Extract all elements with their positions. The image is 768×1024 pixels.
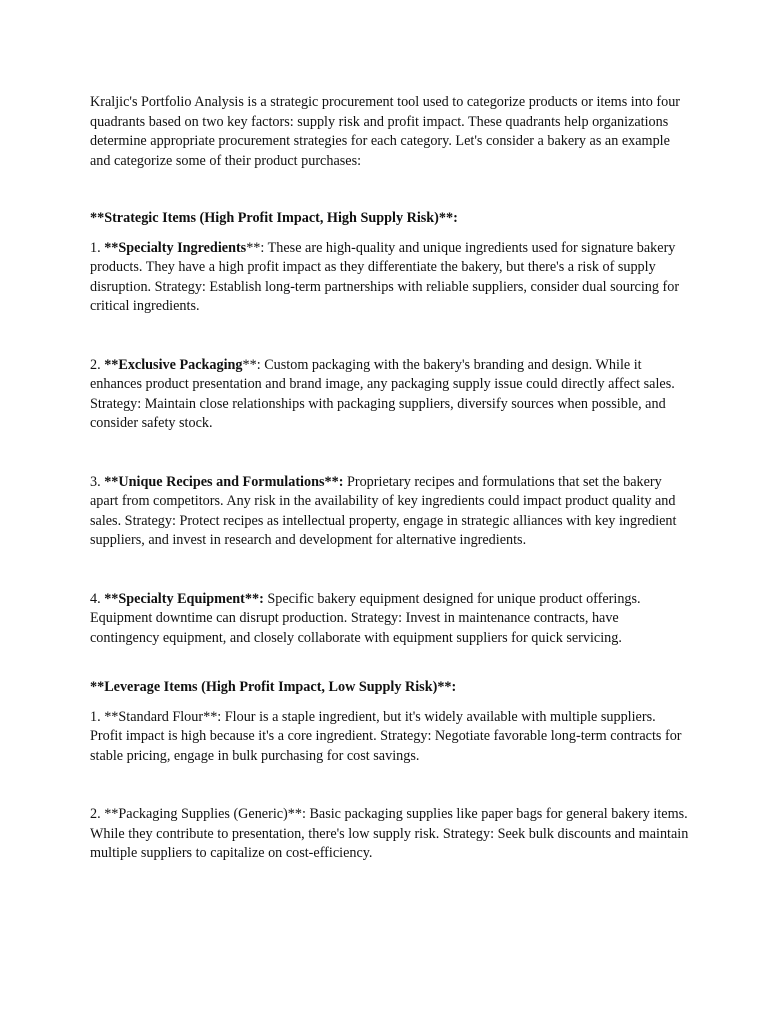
item-number: 2. — [90, 356, 105, 373]
item-number: 4. — [90, 590, 105, 607]
item-title: **Unique Recipes and Formulations**: — [104, 473, 344, 490]
strategic-item-1 — [90, 239, 690, 317]
strategic-item-4 — [90, 590, 690, 649]
item-text: Proprietary recipes and formulations that set the bakery apart from competitors. Any risk in the availability of key ingredients could impact product quality and sales. Strategy: Protect recipes as intellectual property, engage in strategic alliances with key ingredient suppliers, and invest in research and development for alternative ingredients. — [90, 473, 677, 548]
leverage-item-2: 2. **Packaging Supplies (Generic)**: Basic packaging supplies like paper bags for general bakery items. While they contribute to presentation, there's low supply risk. Strategy: Seek bulk discounts and maintain multiple suppliers to capitalize on cost-efficiency. — [90, 806, 689, 861]
item-text: Specific bakery equipment designed for unique product offerings. Equipment downtime can disrupt production. Strategy: Invest in maintenance contracts, have contingency equipment, and closely collaborate with equipment suppliers for quick servicing. — [90, 590, 641, 646]
document-page — [90, 93, 690, 903]
strategic-item-3 — [90, 473, 690, 551]
item-title: **Specialty Equipment**: — [104, 590, 264, 607]
intro-paragraph: Kraljic's Portfolio Analysis is a strategic procurement tool used to categorize products or items into four quadrants based on two key factors: supply risk and profit impact. These quadrants help organizations determine appropriate procurement strategies for each category. Let's consider a bakery as an example and categorize some of their product purchases: — [90, 94, 681, 169]
item-number: 1. — [90, 239, 105, 256]
leverage-item-1: 1. **Standard Flour**: Flour is a staple ingredient, but it's widely available with multiple suppliers. Profit impact is high because it's a core ingredient. Strategy: Negotiate favorable long-term contracts for stable pricing, engage in bulk purchasing for cost savings. — [90, 708, 682, 764]
item-text: **: These are high-quality and unique ingredients used for signature bakery products. They have a high profit impact as they differentiate the bakery, but there's a risk of supply disruption. Strategy: Establish long-term partnerships with reliable suppliers, consider dual sourcing for critical ingredients. — [90, 239, 680, 314]
section-heading-strategic: **Strategic Items (High Profit Impact, High Supply Risk)**: — [90, 210, 458, 226]
item-title: **Exclusive Packaging — [104, 356, 243, 373]
item-title: **Specialty Ingredients — [104, 239, 247, 256]
section-heading-leverage: **Leverage Items (High Profit Impact, Low Supply Risk)**: — [90, 679, 457, 695]
strategic-item-2 — [90, 356, 690, 434]
item-number: 3. — [90, 473, 105, 490]
item-text: **: Custom packaging with the bakery's branding and design. While it enhances product presentation and brand image, any packaging supply issue could directly affect sales. Strategy: Maintain close relationships with packaging suppliers, diversify sources when possible, and consider safety stock. — [90, 356, 675, 431]
